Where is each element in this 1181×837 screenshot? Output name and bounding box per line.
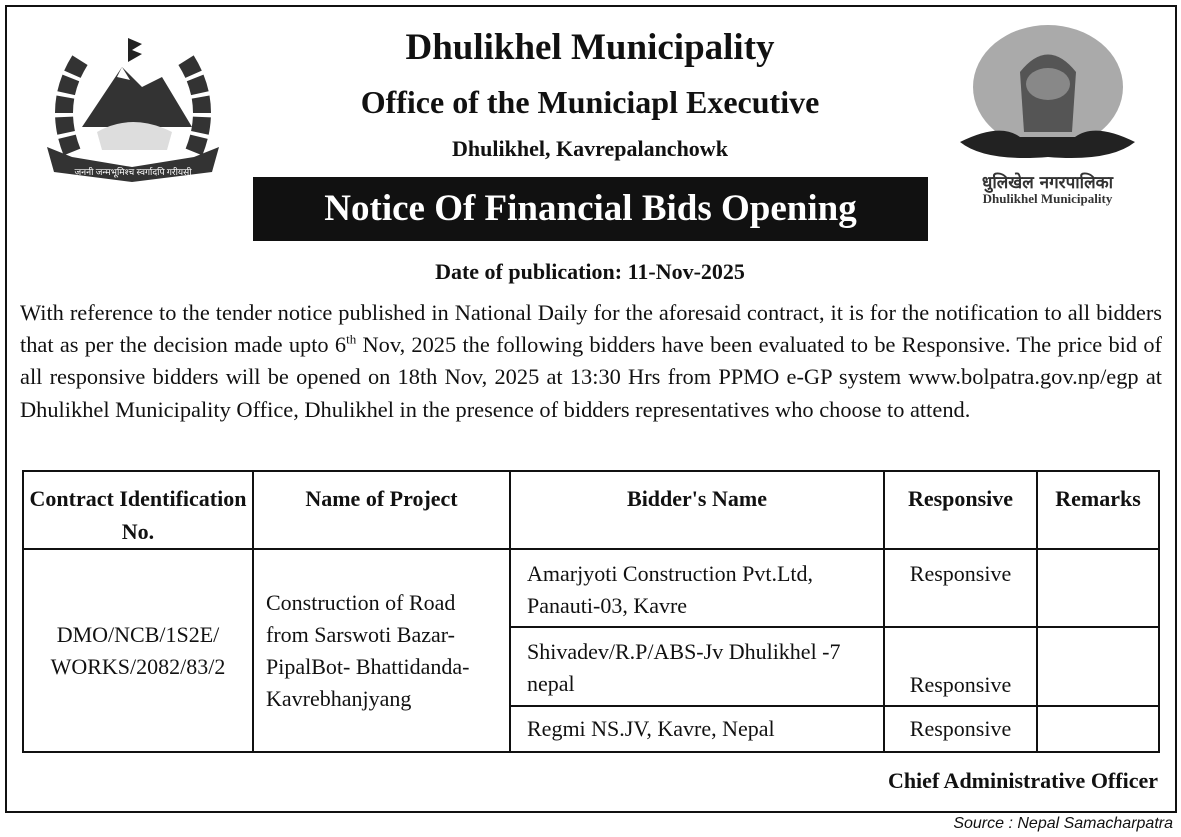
bidder-name: Shivadev/R.P/ABS-Jv Dhulikhel -7 nepal bbox=[510, 627, 884, 706]
table-header-row bbox=[23, 471, 1159, 549]
bidder-remarks bbox=[1037, 627, 1159, 706]
bidder-status: Responsive bbox=[884, 627, 1037, 706]
project-name: Construction of Road from Sarswoti Bazar-PipalBot- Bhattidanda-Kavrebhanjyang bbox=[253, 549, 510, 752]
location: Dhulikhel, Kavrepalanchowk bbox=[452, 136, 728, 161]
bidder-status: Responsive bbox=[884, 706, 1037, 752]
bidder-remarks bbox=[1037, 706, 1159, 752]
bidder-name: Regmi NS.JV, Kavre, Nepal bbox=[510, 706, 884, 752]
bidder-name: Amarjyoti Construction Pvt.Ltd, Panauti-03, Kavre bbox=[510, 549, 884, 627]
table-row bbox=[23, 549, 1159, 627]
publication-date: Date of publication: 11-Nov-2025 bbox=[435, 259, 745, 284]
dhulikhel-municipality-logo bbox=[960, 22, 1135, 170]
contract-id: DMO/NCB/1S2E/ WORKS/2082/83/2 bbox=[23, 549, 253, 752]
logo-name-english: Dhulikhel Municipality bbox=[982, 191, 1113, 206]
signatory: Chief Administrative Officer bbox=[887, 768, 1158, 793]
header-contract-id: Contract Identification No. bbox=[23, 471, 253, 549]
bidders-table bbox=[22, 470, 1160, 753]
header-responsive: Responsive bbox=[884, 471, 1037, 549]
source-credit: Source : Nepal Samacharpatra bbox=[953, 815, 1173, 832]
office-subtitle: Office of the Municiapl Executive bbox=[360, 84, 820, 120]
page-title: Dhulikhel Municipality bbox=[405, 27, 775, 68]
svg-text:जननी जन्मभूमिश्च स्वर्गादपि गर: जननी जन्मभूमिश्च स्वर्गादपि गरीयसी bbox=[74, 167, 192, 177]
logo-name-nepali: धुलिखेल नगरपालिका bbox=[981, 173, 1114, 193]
notice-body: With reference to the tender notice published in National Daily for the aforesaid contract, it is for the notification to all bidders that as per the decision made upto 6th Nov, 2025 the following bidders have been evaluated to be Responsive. The price bid of all responsive bidders will be opened on 18th Nov, 2025 at 13:30 Hrs from PPMO e-GP system www.bolpatra.gov.np/egp at Dhulikhel Municipality Office, Dhulikhel in the presence of bidders representatives who choose to attend. bbox=[20, 300, 1162, 422]
header-bidder: Bidder's Name bbox=[510, 471, 884, 549]
header-remarks: Remarks bbox=[1037, 471, 1159, 549]
notice-banner: Notice Of Financial Bids Opening bbox=[253, 177, 928, 241]
bidder-remarks bbox=[1037, 549, 1159, 627]
nepal-emblem-logo bbox=[42, 32, 224, 182]
header-project: Name of Project bbox=[253, 471, 510, 549]
bidder-status: Responsive bbox=[884, 549, 1037, 627]
